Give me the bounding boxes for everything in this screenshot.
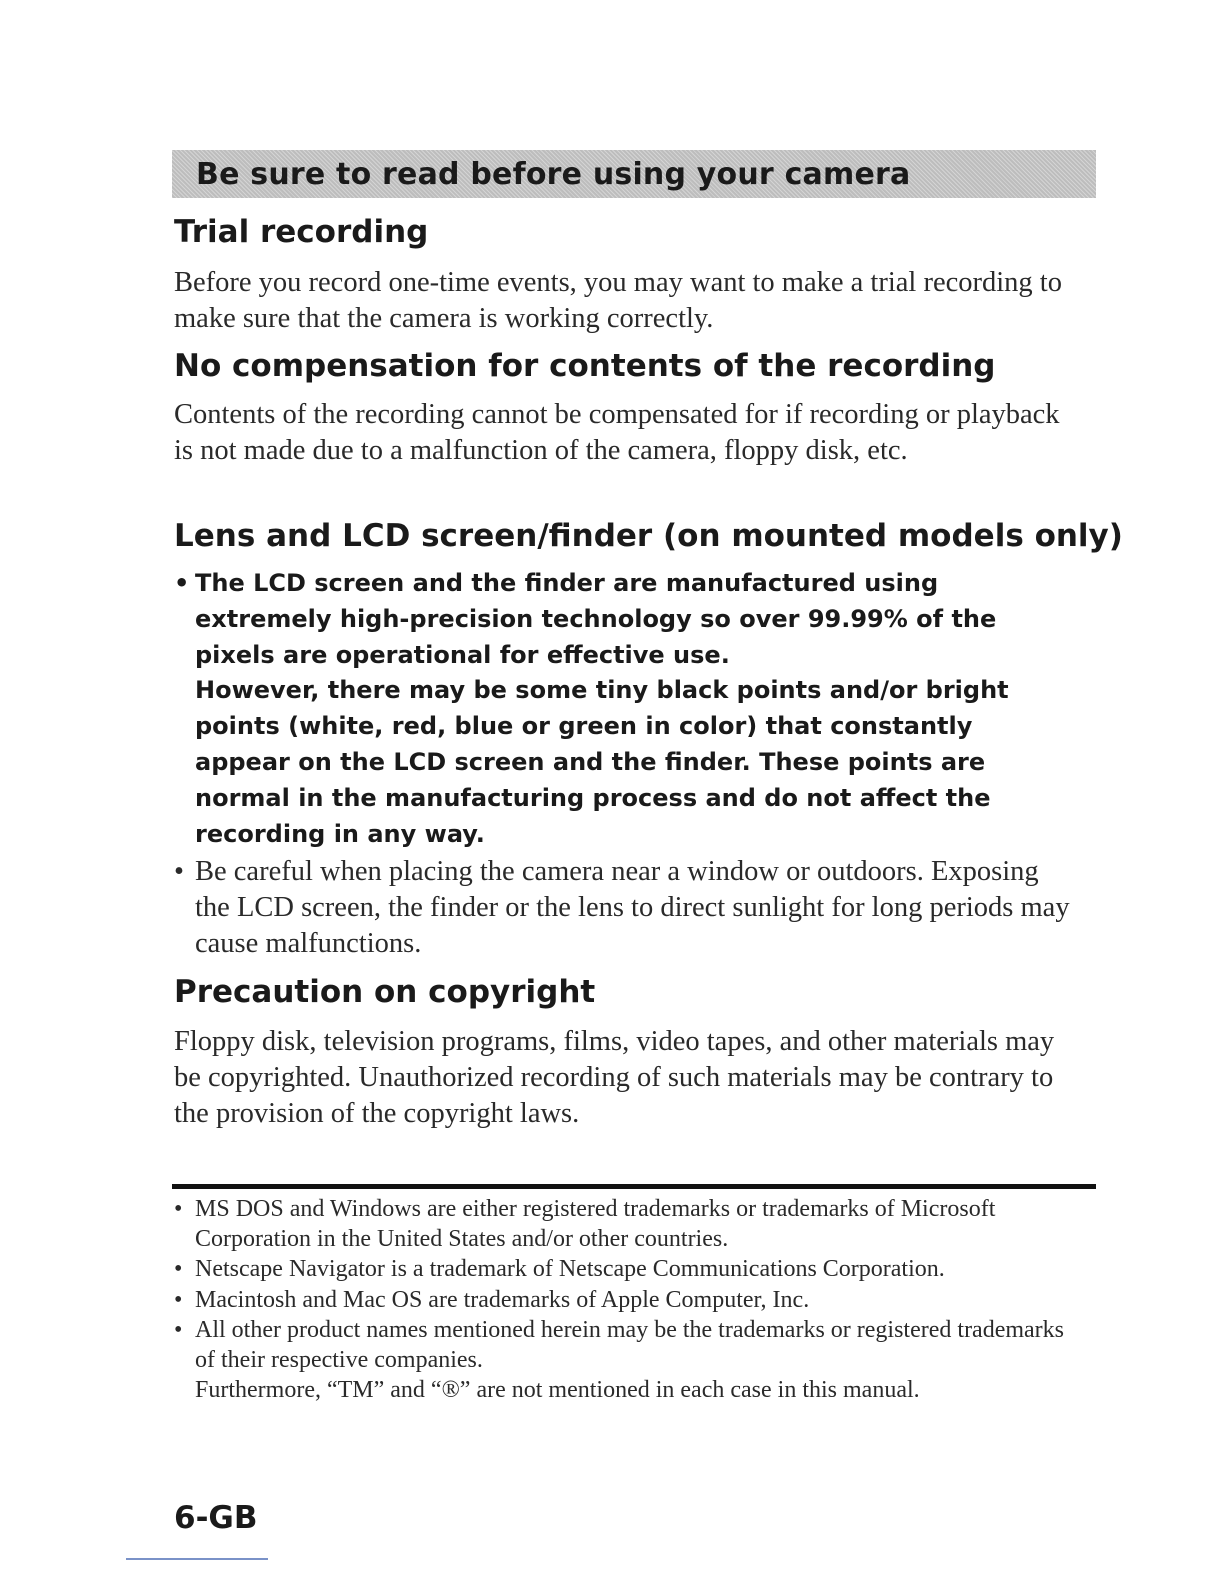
footnote-text: Netscape Navigator is a trademark of Netscape Communications Corporation. — [195, 1256, 945, 1283]
bullet: • — [174, 1286, 183, 1313]
list-item — [174, 1285, 1084, 1315]
divider — [172, 1184, 1096, 1189]
section-banner — [172, 150, 1096, 198]
list-item — [174, 1315, 1084, 1375]
page-number-underline — [126, 1558, 268, 1560]
lcd-notice — [174, 566, 1074, 852]
heading-no-compensation: No compensation for contents of the recording — [174, 348, 996, 384]
paragraph-copyright: Floppy disk, television programs, films, video tapes, and other materials may be copyrighted. Unauthorized recording of such materials may be contrary to the provision of the copyright laws. — [174, 1026, 1055, 1129]
list-item — [174, 566, 1074, 673]
footnote-text: Macintosh and Mac OS are trademarks of Apple Computer, Inc. — [195, 1286, 810, 1313]
page-number: 6-GB — [174, 1500, 258, 1536]
heading-lens-lcd: Lens and LCD screen/finder (on mounted models only) — [174, 518, 1123, 554]
lcd-precision-text: The LCD screen and the finder are manufactured using extremely high-precision technology so over 99.99% of the pixels are operational for effective use. — [195, 569, 997, 669]
banner-title: Be sure to read before using your camera — [196, 156, 911, 192]
bullet: • — [174, 1256, 183, 1283]
footnote-text: MS DOS and Windows are either registered trademarks or trademarks of Microsoft Corporation in the United States and/or other countries. — [195, 1196, 996, 1253]
lcd-points-text: However, there may be some tiny black points and/or bright points (white, red, blue or green in color) that constantly appear on the LCD screen and the finder. These points are normal in the manufacturing process and do not affect the recording in any way. — [195, 676, 1009, 848]
footnote-text: All other product names mentioned herein may be the trademarks or registered trademarks of their respective companies. — [195, 1316, 1065, 1374]
bullet: • — [174, 856, 184, 887]
list-item — [174, 1254, 1084, 1284]
bullet: • — [174, 1196, 183, 1222]
bullet: • — [174, 1316, 183, 1343]
list-item — [174, 854, 1074, 962]
heading-trial-recording: Trial recording — [174, 214, 429, 250]
heading-copyright: Precaution on copyright — [174, 974, 596, 1010]
footnote-closing: Furthermore, “TM” and “®” are not mentioned in each case in this manual. — [195, 1377, 920, 1404]
care-text: Be careful when placing the camera near a window or outdoors. Exposing the LCD screen, the finder or the lens to direct sunlight for long periods may cause malfunctions. — [195, 856, 1070, 959]
bullet: • — [174, 569, 190, 597]
paragraph-no-compensation: Contents of the recording cannot be compensated for if recording or playback is not made due to a malfunction of the camera, floppy disk, etc. — [174, 399, 1060, 466]
care-notice — [174, 854, 1074, 962]
trademark-footnotes — [174, 1194, 1084, 1405]
paragraph-trial-recording: Before you record one-time events, you may want to make a trial recording to make sure that the camera is working correctly. — [174, 267, 1062, 334]
list-item — [174, 1194, 1084, 1254]
